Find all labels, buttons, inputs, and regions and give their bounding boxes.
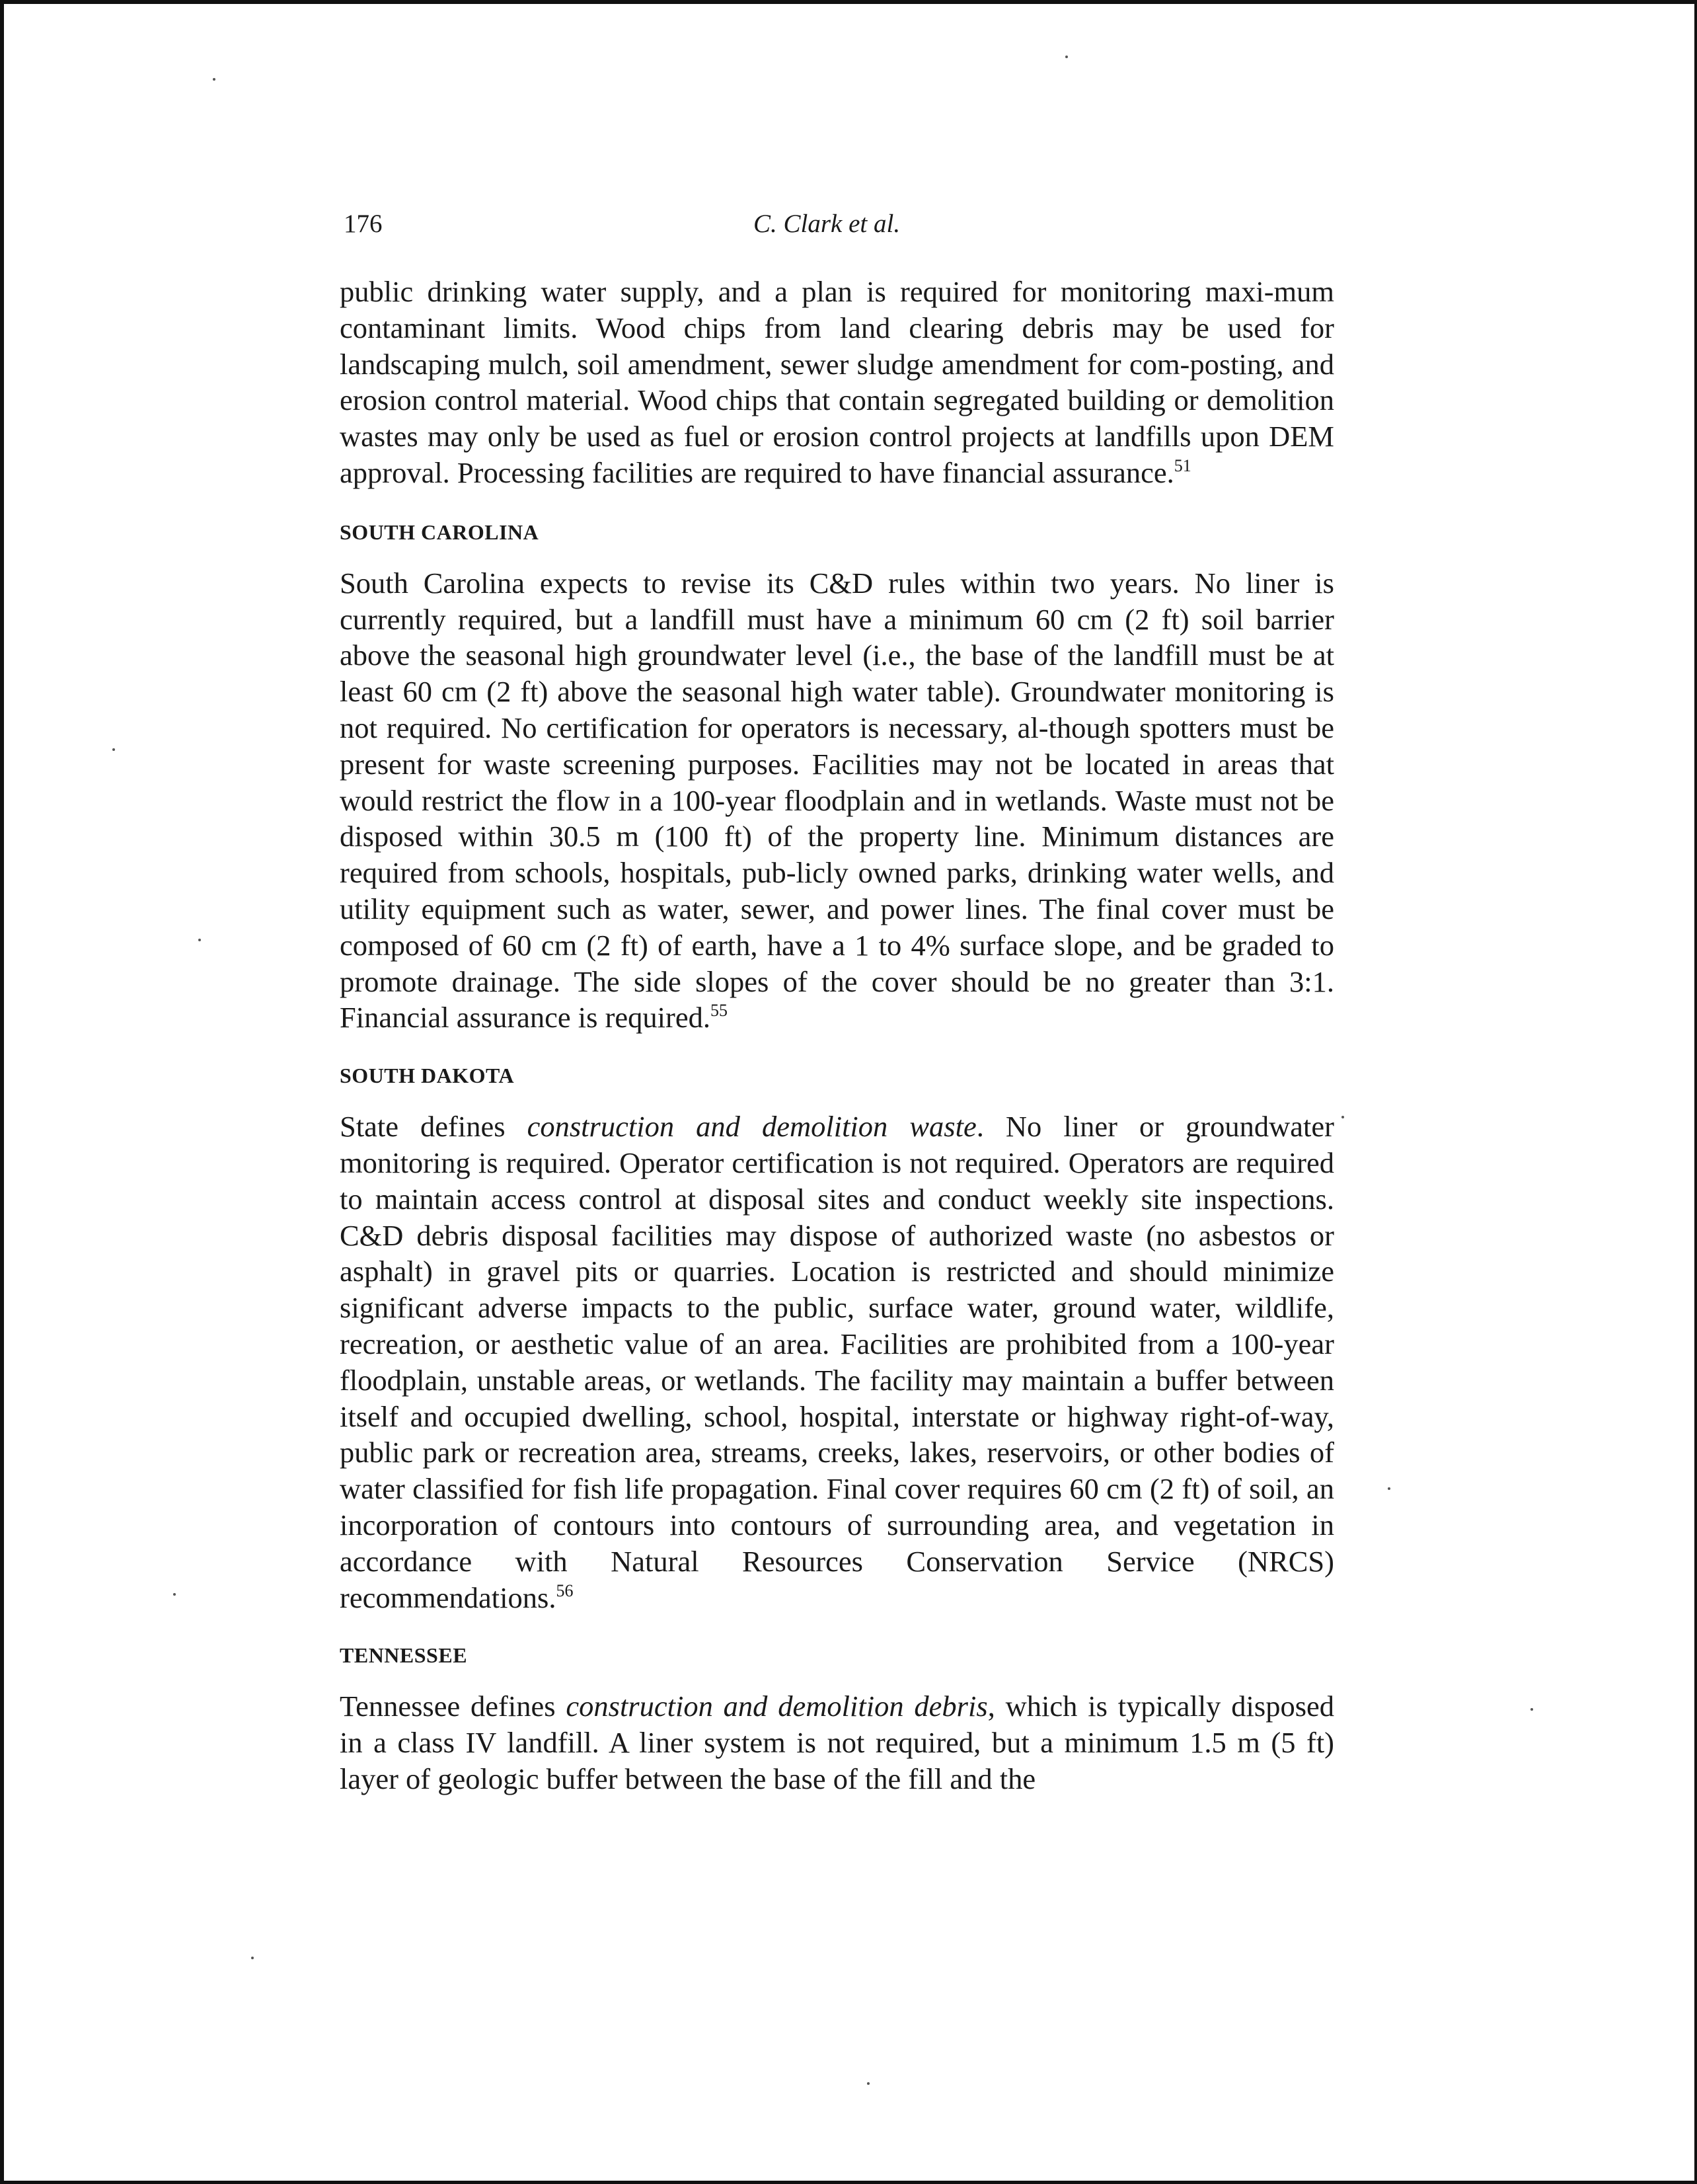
- south-dakota-defined-term: construction and demolition waste: [527, 1110, 977, 1144]
- scan-edge-right: [1694, 0, 1697, 2184]
- page-number: 176: [344, 210, 383, 238]
- intro-paragraph: [340, 274, 1334, 491]
- scan-edge-bottom: [0, 2181, 1697, 2184]
- scan-speck: [1530, 1708, 1533, 1711]
- scan-speck: [213, 78, 215, 81]
- scan-speck: [112, 748, 115, 751]
- intro-text: public drinking water supply, and a plan is required for monitoring maxi-mum contaminant limits. Wood chips from land clearing debris may be used for landscaping mulch, soil amendment, sewer sludge amendment for com-posting, and erosion control material. Wood chips that contain segregated building or demolition wastes may only be used as fuel or erosion control projects at landfills upon DEM approval. Processing facilities are required to have financial assurance.: [340, 275, 1334, 489]
- footnote-ref: 55: [710, 1001, 728, 1021]
- tennessee-defined-term: construction and demolition debris: [566, 1690, 988, 1723]
- section-heading-tennessee: TENNESSEE: [340, 1643, 468, 1668]
- scan-edge-left: [0, 0, 4, 2184]
- south-carolina-paragraph: [340, 565, 1334, 1036]
- south-carolina-text: South Carolina expects to revise its C&D rules within two years. No liner is currently required, but a landfill must have a minimum 60 cm (2 ft) soil barrier above the seasonal high groundwater level (i.e., the base of the landfill must be at least 60 cm (2 ft) above the seasonal high water table). Groundwater monitoring is not required. No certification for operators is necessary, al-though spotters must be present for waste screening purposes. Facilities may not be located in areas that would restrict the flow in a 100-year floodplain and in wetlands. Waste must not be disposed within 30.5 m (100 ft) of the property line. Minimum distances are required from schools, hospitals, pub-licly owned parks, drinking water wells, and utility equipment such as water, sewer, and power lines. The final cover must be composed of 60 cm (2 ft) of earth, have a 1 to 4% surface slope, and be graded to promote drainage. The side slopes of the cover should be no greater than 3:1. Financial assurance is required.: [340, 566, 1334, 1034]
- running-header: [344, 209, 1335, 242]
- scan-speck: [173, 1593, 176, 1596]
- south-dakota-paragraph: [340, 1109, 1334, 1616]
- page-body: [340, 274, 1334, 1797]
- scan-speck: [1341, 1116, 1344, 1118]
- running-title: C. Clark et al.: [753, 210, 901, 238]
- scan-speck: [1065, 56, 1068, 58]
- south-dakota-text: . No liner or groundwater monitoring is required. Operator certification is not required. Operators are required to maintain access control at disposal sites and conduct weekly site inspections. C&D debris disposal facilities may dispose of authorized waste (no asbestos or asphalt) in gravel pits or quarries. Location is restricted and should minimize significant adverse impacts to the public, surface water, ground water, wildlife, recreation, or aesthetic value of an area. Facilities are prohibited from a 100-year floodplain, unstable areas, or wetlands. The facility may maintain a buffer between itself and occupied dwelling, school, hospital, interstate or highway right-of-way, public park or recreation area, streams, creeks, lakes, reservoirs, or other bodies of water classified for fish life propagation. Final cover requires 60 cm (2 ft) of soil, an incorporation of contours into contours of surrounding area, and vegetation in accordance with Natural Resources Conservation Service (NRCS) recommendations.: [340, 1110, 1334, 1614]
- scan-edge-top: [0, 0, 1697, 4]
- scan-speck: [198, 939, 201, 941]
- tennessee-lead: Tennessee defines: [340, 1690, 566, 1723]
- scan-speck: [867, 2082, 870, 2085]
- footnote-ref: 51: [1174, 455, 1191, 475]
- footnote-ref: 56: [556, 1580, 574, 1600]
- tennessee-text: , which is typically disposed in a class IV landfill. A liner system is not required, but a minimum 1.5 m (5 ft) layer of geologic buffer between the base of the fill and the: [340, 1690, 1335, 1795]
- section-heading-south-carolina: SOUTH CAROLINA: [340, 520, 539, 544]
- south-dakota-lead: State defines: [340, 1110, 527, 1144]
- section-heading-south-dakota: SOUTH DAKOTA: [340, 1064, 515, 1088]
- tennessee-paragraph: [340, 1688, 1334, 1797]
- scan-speck: [1388, 1487, 1390, 1490]
- scan-speck: [251, 1957, 254, 1959]
